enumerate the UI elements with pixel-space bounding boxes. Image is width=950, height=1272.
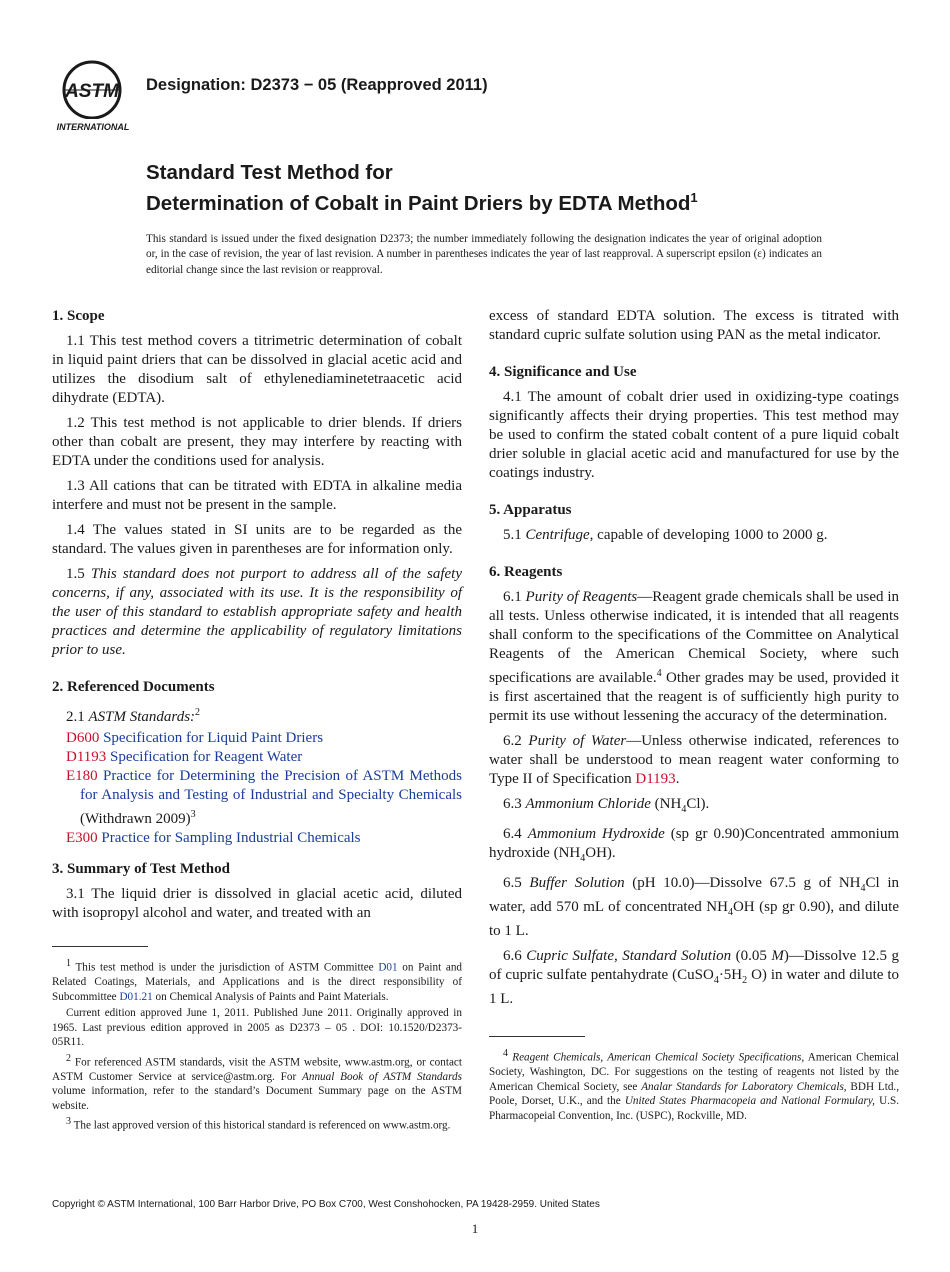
document-title	[146, 160, 698, 216]
paragraph-4-1: 4.1 The amount of cobalt drier used in oxidizing-type coatings significantly affects their drying properties. This test method may be used to confirm the stated cobalt content of a pure liquid cobalt drier soluble in glacial acetic acid and manufactured for use by the coatings industry.	[489, 389, 899, 481]
paragraph-2-1: 2.1 ASTM Standards:$^2$	[66, 707, 201, 725]
section-heading-reagents: 6. Reagents	[489, 564, 563, 580]
paragraph-6-4: 6.4 Ammonium Hydroxide (sp gr 0.90)Concentrated ammonium hydroxide $(NH_4OH)$.	[489, 826, 899, 864]
astm-logo-icon	[52, 56, 136, 134]
paragraph-1-3: 1.3 All cations that can be titrated with EDTA in alkaline media interfere and must not be present in the sample.	[52, 478, 462, 513]
section-heading-significance: 4. Significance and Use	[489, 364, 637, 380]
footnote-2: $^2$ For referenced ASTM standards, visit the ASTM website, www.astm.org, or contact ASTM Customer Service at service@astm.org. For Annual Book of ASTM Standards volume information, refer to the standard’s Document Summary page on the ASTM website.	[52, 1052, 462, 1112]
title-footnote-mark[interactable]: 1	[690, 190, 698, 205]
intro-note: This standard is issued under the fixed designation D2373; the number immediately following the designation indicates the year of original adoption or, in the case of revision, the year of last revision. A number in parentheses indicates the year of last reapproval. A superscript epsilon (ε) indicates an editorial change since the last revision or reapproval.	[146, 233, 822, 276]
reference-e300[interactable]: E300 Practice for Sampling Industrial Chemicals	[66, 830, 361, 846]
paragraph-6-5: 6.5 Buffer Solution (pH 10.0)—Dissolve 67.5 g of $NH_4Cl$ in water, add 570 mL of concentrated $NH_4OH$ (sp gr 0.90), and dilute to 1 L.	[489, 875, 900, 939]
section-heading-scope: 1. Scope	[52, 308, 105, 324]
astm-logo	[52, 56, 136, 134]
copyright-notice: Copyright © ASTM International, 100 Barr Harbor Drive, PO Box C700, West Conshohocken, PA 19428-2959. United States	[52, 1199, 600, 1210]
paragraph-6-3: 6.3 Ammonium Chloride $(NH_4Cl)$.	[503, 796, 710, 815]
reference-d1193[interactable]: D1193 Specification for Reagent Water	[66, 749, 303, 765]
title-line-2: Determination of Cobalt in Paint Driers by EDTA Method$^1$	[146, 190, 698, 215]
reference-e180[interactable]: E180 Practice for Determining the Precision of ASTM Methods for Analysis and Testing of Industrial and Specialty Chemicals (Withdrawn 2009)$^3$	[66, 768, 462, 827]
footnote-3: $^3$ The last approved version of this historical standard is referenced on www.astm.org.	[66, 1116, 451, 1133]
paragraph-5-1: 5.1 Centrifuge, capable of developing 1000 to 2000 g.	[503, 527, 828, 543]
paragraph-1-1: 1.1 This test method covers a titrimetric determination of cobalt in liquid paint driers that can be dissolved in glacial acetic acid and utilizes the disodium salt of ethylenediaminetetraacetic acid dihydrate (EDTA).	[52, 333, 462, 406]
right-column	[489, 307, 899, 1015]
svg-text:ASTM: ASTM	[65, 81, 119, 102]
reference-d600[interactable]: D600 Specification for Liquid Paint Driers	[66, 730, 324, 746]
paragraph-1-2: 1.2 This test method is not applicable to drier blends. If driers other than cobalt are present, they may interfere by reacting with EDTA under the conditions used for analysis.	[52, 415, 462, 469]
paragraph-3-1b: excess of standard EDTA solution. The excess is titrated with standard cupric sulfate solution using PAN as the metal indicator.	[489, 308, 899, 343]
section-heading-summary: 3. Summary of Test Method	[52, 861, 230, 877]
footnote-1-edition: Current edition approved June 1, 2011. Published June 2011. Originally approved in 1965. Last previous edition approved in 2005 as D2373 – 05 . DOI: 10.1520/D2373-05R11.	[52, 1007, 462, 1049]
footnotes-right	[489, 1036, 899, 1125]
title-line-1: Standard Test Method for	[146, 161, 393, 184]
page-number: 1	[471, 1221, 479, 1236]
paragraph-6-6: 6.6 Cupric Sulfate, Standard Solution (0.05 M)—Dissolve 12.5 g of cupric sulfate pentahydrate ($CuSO_4\cdot 5H_2$ O) in water and dilute to 1 L.	[489, 948, 900, 1007]
paragraph-6-2: 6.2 Purity of Water—Unless otherwise indicated, references to water shall be understood to mean reagent water conforming to Type II of Specification D1193.	[489, 733, 900, 787]
paragraph-3-1a: 3.1 The liquid drier is dissolved in glacial acetic acid, diluted with isopropyl alcohol and water, and treated with an	[52, 886, 462, 921]
link-d1193[interactable]: D1193	[635, 771, 676, 787]
left-column	[52, 307, 462, 929]
footnote-1: $^1$ This test method is under the jurisdiction of ASTM Committee D01 on Paint and Related Coatings, Materials, and Applications and is the direct responsibility of Subcommittee D01.21 on Chemical Analysis of Paints and Paint Materials.	[52, 958, 463, 1003]
section-heading-referenced-documents: 2. Referenced Documents	[52, 679, 215, 695]
footnotes-left	[52, 946, 462, 1136]
svg-text:INTERNATIONAL: INTERNATIONAL	[56, 122, 130, 132]
paragraph-1-4: 1.4 The values stated in SI units are to be regarded as the standard. The values given in parentheses are for information only.	[52, 522, 462, 557]
paragraph-1-5: 1.5 This standard does not purport to address all of the safety concerns, if any, associated with its use. It is the responsibility of the user of this standard to establish appropriate safety and health practices and determine the applicability of regulatory limitations prior to use.	[52, 566, 463, 658]
section-heading-apparatus: 5. Apparatus	[489, 502, 572, 518]
footnote-4: $^4$ Reagent Chemicals, American Chemical Society Specifications, American Chemical Society, Washington, DC. For suggestions on the testing of reagents not listed by the American Chemical Society, see Analar Standards for Laboratory Chemicals, BDH Ltd., Poole, Dorset, U.K., and the United States Pharmacopeia and National Formulary, U.S. Pharmacopeial Convention, Inc. (USPC), Rockville, MD.	[489, 1048, 900, 1122]
paragraph-6-1: 6.1 Purity of Reagents—Reagent grade chemicals shall be used in all tests. Unless otherwise indicated, it is intended that all reagents shall conform to the specifications of the Committee on Analytical Reagents of the American Chemical Society, where such specifications are available.$^4$ Other grades may be used, provided it is first ascertained that the reagent is of sufficiently high purity to permit its use without lessening the accuracy of the determination.	[489, 589, 899, 724]
designation: Designation: D2373 − 05 (Reapproved 2011)	[146, 76, 488, 94]
